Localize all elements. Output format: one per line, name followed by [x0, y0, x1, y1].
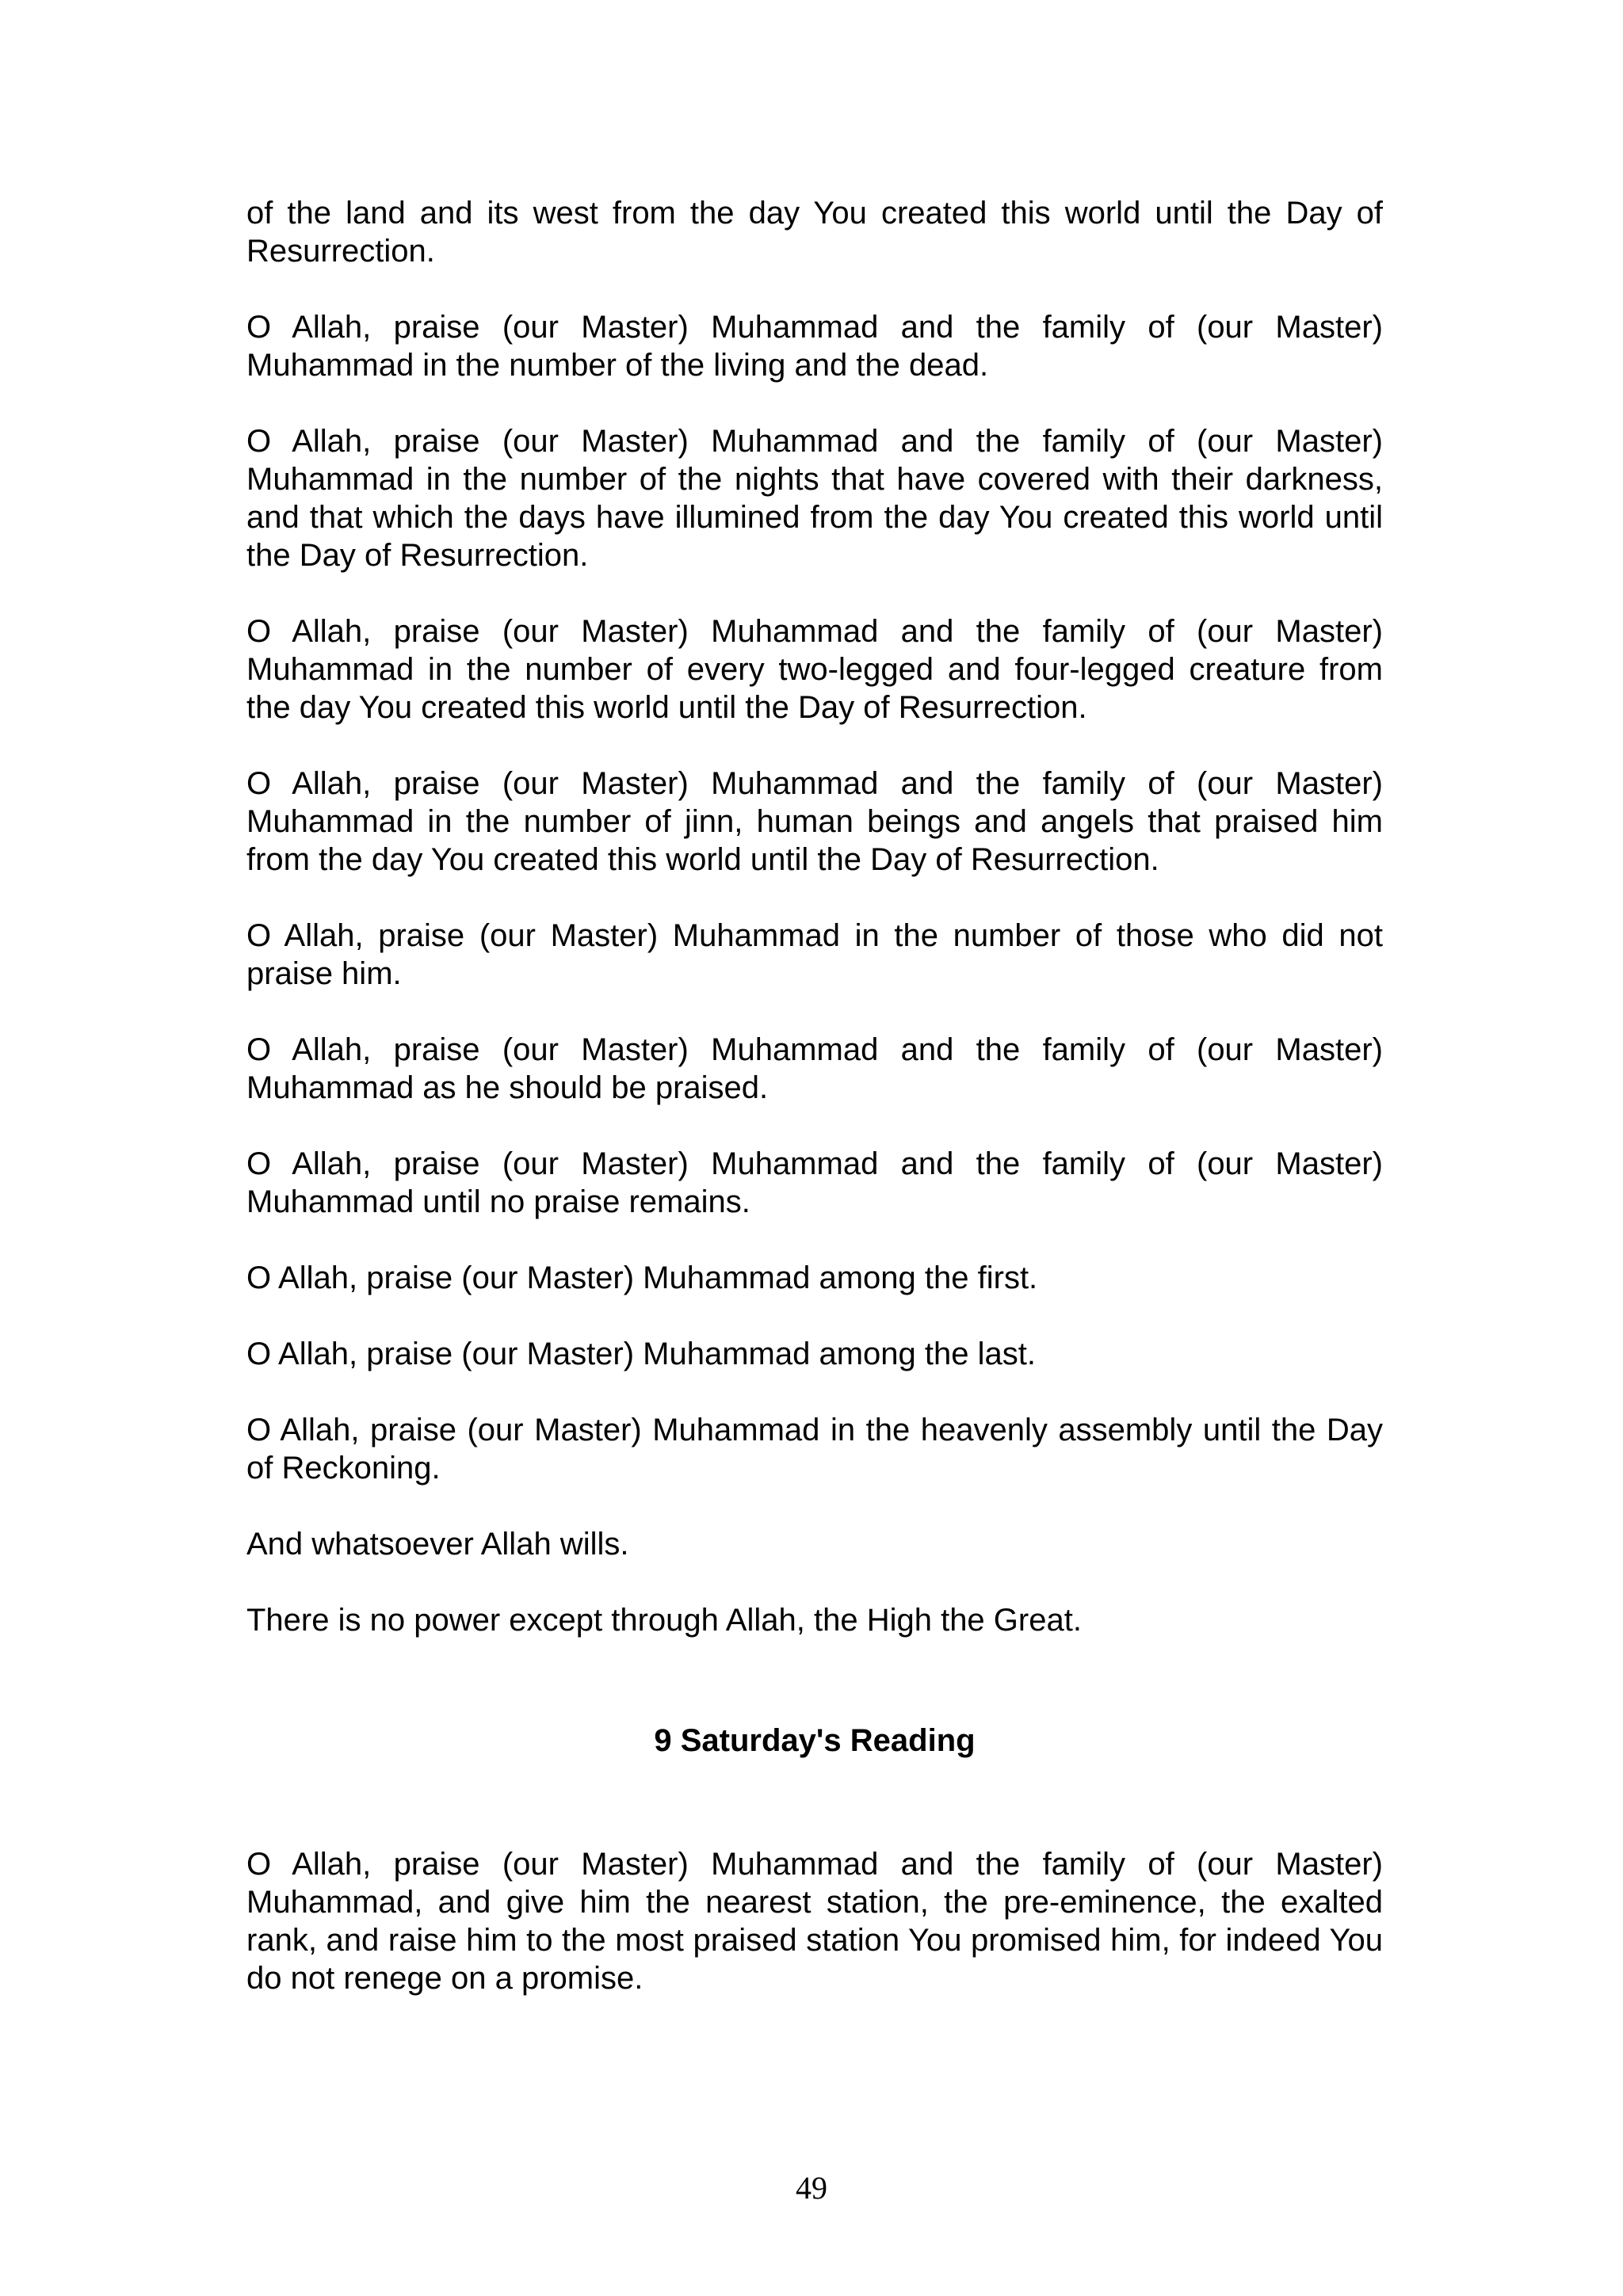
paragraph-2: O Allah, praise (our Master) Muhammad and the family of (our Master) Muhammad in the number of the living and the dead.	[246, 310, 1383, 383]
paragraph-10: O Allah, praise (our Master) Muhammad among the last.	[246, 1337, 1036, 1371]
section-heading: 9 Saturday's Reading	[654, 1723, 976, 1758]
paragraph-6: O Allah, praise (our Master) Muhammad in the number of those who did not praise him.	[246, 918, 1383, 991]
paragraph-9: O Allah, praise (our Master) Muhammad among the first.	[246, 1261, 1038, 1295]
paragraph-5: O Allah, praise (our Master) Muhammad and the family of (our Master) Muhammad in the number of jinn, human beings and angels that praised him from the day You created this world until the Day of Resurrection.	[246, 766, 1383, 877]
page-number: 49	[796, 2170, 827, 2206]
paragraph-1: of the land and its west from the day You created this world until the Day of Resurrection.	[246, 196, 1383, 269]
paragraph-14: O Allah, praise (our Master) Muhammad and the family of (our Master) Muhammad, and give him the nearest station, the pre-eminence, the exalted rank, and raise him to the most praised station You promised him, for indeed You do not renege on a promise.	[246, 1847, 1383, 1996]
paragraph-3: O Allah, praise (our Master) Muhammad and the family of (our Master) Muhammad in the number of the nights that have covered with their darkness, and that which the days have illumined from the day You created this world until the Day of Resurrection.	[246, 424, 1383, 573]
paragraph-13: There is no power except through Allah, the High the Great.	[246, 1603, 1082, 1638]
paragraph-4: O Allah, praise (our Master) Muhammad and the family of (our Master) Muhammad in the number of every two-legged and four-legged creature from the day You created this world until the Day of Resurrection.	[246, 614, 1383, 725]
paragraph-12: And whatsoever Allah wills.	[246, 1527, 629, 1562]
document-body	[246, 194, 1383, 2035]
paragraph-8: O Allah, praise (our Master) Muhammad and the family of (our Master) Muhammad until no praise remains.	[246, 1146, 1383, 1219]
paragraph-11: O Allah, praise (our Master) Muhammad in the heavenly assembly until the Day of Reckoning.	[246, 1413, 1383, 1486]
paragraph-7: O Allah, praise (our Master) Muhammad and the family of (our Master) Muhammad as he should be praised.	[246, 1032, 1383, 1105]
